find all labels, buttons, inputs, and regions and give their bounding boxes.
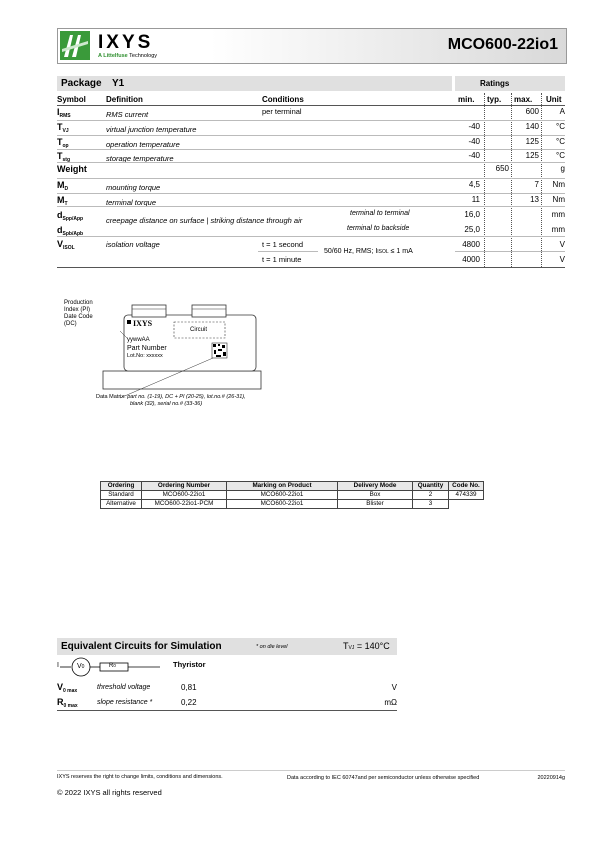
row-max: 13 xyxy=(530,195,539,204)
row-max: 7 xyxy=(534,180,539,189)
isolation-time-2: t = 1 minute xyxy=(262,255,302,264)
table-cell: Blister xyxy=(338,500,413,509)
equiv-title: Equivalent Circuits for Simulation xyxy=(61,641,222,652)
label-index: Index (PI) xyxy=(64,307,91,313)
row-typ: 650 xyxy=(495,164,509,173)
row-max: 600 xyxy=(525,107,539,116)
module-partnumber: Part Number xyxy=(127,345,167,352)
row-min: 25,0 xyxy=(464,225,480,234)
row-divider xyxy=(57,193,565,194)
row-min: 16,0 xyxy=(464,210,480,219)
row-definition: storage temperature xyxy=(106,154,174,163)
row-symbol: $M_T$ xyxy=(57,195,68,207)
row-min: 11 xyxy=(471,195,480,204)
row-symbol: $d_{Spp/App}$ xyxy=(57,210,84,222)
datamatrix-note-2: blank (32), serial no.# (33-36) xyxy=(130,401,203,407)
equiv-row-definition: threshold voltage xyxy=(97,684,151,691)
row-unit: V xyxy=(559,240,565,249)
equiv-col-head: Thyristor xyxy=(173,660,206,669)
equiv-i-label: I xyxy=(57,662,59,669)
row-condition: terminal to terminal xyxy=(350,210,410,217)
row-unit: Nm xyxy=(552,195,565,204)
equiv-row-unit: V xyxy=(391,683,397,692)
equiv-row-unit: mΩ xyxy=(384,698,397,707)
row-divider xyxy=(57,149,565,150)
equiv-row-value: 0,81 xyxy=(181,683,197,692)
col-max: max. xyxy=(514,95,533,104)
table-cell: MCO600-22io1 xyxy=(142,491,227,500)
row-unit: V xyxy=(559,255,565,264)
module-circuit-label: Circuit xyxy=(190,327,208,333)
isolation-time-1: t = 1 second xyxy=(262,240,304,249)
row-min: -40 xyxy=(468,151,480,160)
footer-left: IXYS reserves the right to change limits, conditions and dimensions. xyxy=(57,774,223,780)
equiv-tvj: TVJ = 140°C xyxy=(343,641,390,651)
col-symbol: Symbol xyxy=(57,95,86,104)
logo-tagline: A Littelfuse Technology xyxy=(98,53,158,59)
col-min: min. xyxy=(458,95,475,104)
col-typ: typ. xyxy=(487,95,502,104)
ordering-col: Code No. xyxy=(449,482,484,491)
ixys-logo-icon xyxy=(60,31,90,60)
row-definition: RMS current xyxy=(106,110,149,119)
row-unit: A xyxy=(559,107,565,116)
table-row xyxy=(101,500,484,509)
table-cell: MCO600-22io1 xyxy=(227,491,338,500)
ordering-col: Delivery Mode xyxy=(338,482,413,491)
ratings-label: Ratings xyxy=(480,79,510,88)
row-divider xyxy=(57,178,565,179)
row-symbol: $T_{op}$ xyxy=(57,137,69,149)
label-dc: (DC) xyxy=(64,321,77,327)
row-unit: °C xyxy=(556,122,565,131)
table-row xyxy=(101,491,484,500)
page-title: MCO600-22io1 xyxy=(447,36,558,53)
row-unit: mm xyxy=(551,225,565,234)
row-symbol: $T_{VJ}$ xyxy=(57,122,69,134)
row-divider xyxy=(57,135,565,136)
ordering-col: Ordering xyxy=(101,482,142,491)
col-conditions: Conditions xyxy=(262,95,304,104)
ratings-bar xyxy=(455,76,565,91)
row-condition: terminal to backside xyxy=(347,225,410,232)
row-unit: °C xyxy=(556,137,565,146)
col-unit: Unit xyxy=(546,95,562,104)
module-lot: Lot.No: xxxxxx xyxy=(127,353,163,359)
row-definition: mounting torque xyxy=(106,183,161,192)
equiv-row-symbol: $V_{0 max}$ xyxy=(57,682,78,694)
row-divider xyxy=(455,251,565,252)
table-cell: Standard xyxy=(101,491,142,500)
footer-right: 20220914g xyxy=(537,775,565,781)
page-header xyxy=(57,28,567,64)
equiv-v0-label: V0 xyxy=(77,663,85,670)
table-cell: Alternative xyxy=(101,500,142,509)
row-symbol: Weight xyxy=(57,164,87,174)
footer-line xyxy=(57,770,565,771)
row-definition: isolation voltage xyxy=(106,240,160,249)
row-definition: terminal torque xyxy=(106,198,157,207)
equiv-row-value: 0,22 xyxy=(181,698,197,707)
row-definition: creepage distance on surface | striking distance through air xyxy=(106,216,303,225)
row-definition: operation temperature xyxy=(106,140,180,149)
table-cell: MCO600-22io1-PCM xyxy=(142,500,227,509)
row-unit: °C xyxy=(556,151,565,160)
table-cell: MCO600-22io1 xyxy=(227,500,338,509)
row-min: -40 xyxy=(468,137,480,146)
equiv-note: * on die level xyxy=(256,644,288,650)
table-cell xyxy=(449,500,484,509)
package-label: Package xyxy=(61,78,102,89)
row-divider xyxy=(57,120,565,121)
row-min: 4800 xyxy=(462,240,480,249)
row-divider xyxy=(57,162,565,163)
footer-mid: Data according to IEC 60747and per semiconductor unless otherwise specified xyxy=(287,775,480,781)
row-divider xyxy=(57,206,565,207)
row-min: 4000 xyxy=(462,255,480,264)
ordering-header-row xyxy=(101,482,484,491)
row-unit: Nm xyxy=(552,180,565,189)
row-condition: per terminal xyxy=(262,107,302,116)
label-datecode: Date Code xyxy=(64,314,93,320)
package-value: Y1 xyxy=(112,78,125,89)
equiv-bottom-line xyxy=(57,710,397,711)
table-bottom xyxy=(57,267,565,268)
module-yyww: yywwAA xyxy=(127,337,150,343)
row-min: -40 xyxy=(468,122,480,131)
logo-text: IXYS xyxy=(98,32,154,53)
row-max: 140 xyxy=(525,122,539,131)
row-divider xyxy=(57,236,565,237)
row-symbol: $T_{stg}$ xyxy=(57,151,70,163)
ordering-table xyxy=(100,481,484,509)
row-max: 125 xyxy=(525,137,539,146)
table-cell: Box xyxy=(338,491,413,500)
row-divider xyxy=(258,251,318,252)
table-cell: 2 xyxy=(413,491,449,500)
row-unit: mm xyxy=(551,210,565,219)
row-symbol: $V_{ISOL}$ xyxy=(57,239,75,251)
row-definition: virtual junction temperature xyxy=(106,125,197,134)
equiv-r0-label: R0 xyxy=(109,663,116,669)
equiv-row-definition: slope resistance * xyxy=(97,699,153,706)
row-symbol: $d_{Spb/Apb}$ xyxy=(57,225,84,237)
table-cell: 3 xyxy=(413,500,449,509)
row-symbol: $M_D$ xyxy=(57,180,69,192)
isolation-condition: 50/60 Hz, RMS; IISOL ≤ 1 mA xyxy=(324,248,413,255)
header-divider xyxy=(57,105,565,106)
row-max: 125 xyxy=(525,151,539,160)
datamatrix-note-1: Data Matrix: part no. (1-19), DC + PI (20-25), lot.no.# (26-31), xyxy=(96,394,246,400)
ordering-col: Quantity xyxy=(413,482,449,491)
module-logo: IXYS xyxy=(133,319,153,328)
ordering-col: Ordering Number xyxy=(142,482,227,491)
ordering-col: Marking on Product xyxy=(227,482,338,491)
table-cell: 474339 xyxy=(449,491,484,500)
label-production: Production xyxy=(64,300,93,306)
equiv-row-symbol: $R_{0 max}$ xyxy=(57,697,78,709)
row-unit: g xyxy=(560,164,565,173)
footer-copyright: © 2022 IXYS all rights reserved xyxy=(57,788,162,797)
row-min: 4,5 xyxy=(468,180,480,189)
row-symbol: $I_{RMS}$ xyxy=(57,107,71,119)
col-definition: Definition xyxy=(106,95,143,104)
